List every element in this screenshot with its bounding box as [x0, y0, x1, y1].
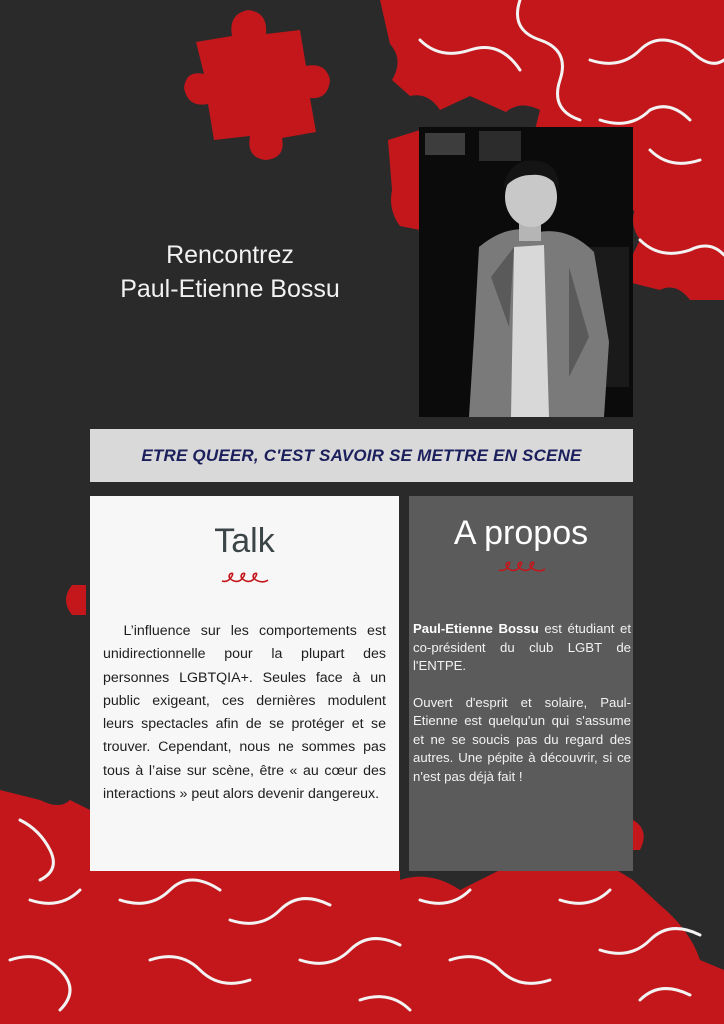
- squiggle-icon: [497, 560, 547, 574]
- about-paragraph-1: Paul-Etienne Bossu est étudiant et co-président du club LGBT de l'ENTPE.: [413, 621, 631, 673]
- banner-text: ETRE QUEER, C'EST SAVOIR SE METTRE EN SCENE: [141, 445, 582, 465]
- about-body: [413, 620, 631, 804]
- talk-body: L’influence sur les comportements est unidirectionnelle pour la plupart des personnes LGBTQIA+. Seules face à un public exigeant, ces dernières modulent leurs spectacles afin de se protéger et se trouver. Cependant, nous ne sommes pas tous à l’aise sur scène, être « au cœur des interactions » peut alors devenir dangereux.: [103, 623, 386, 803]
- about-heading: A propos: [453, 514, 589, 552]
- headline-banner: [90, 429, 633, 482]
- squiggle-icon: [220, 571, 270, 585]
- about-card: [409, 496, 633, 871]
- about-paragraph-2: Ouvert d'esprit et solaire, Paul-Etienne est quelqu'un qui s'assume et ne se soucis pas du regard des autres. Une pépite à découvrir, si ce n'est pas déjà fait !: [413, 694, 631, 784]
- title-line-1: Rencontrez: [166, 241, 294, 269]
- page-title: [90, 238, 370, 306]
- title-line-2: Paul-Etienne Bossu: [120, 275, 340, 303]
- about-name: Paul-Etienne Bossu: [413, 621, 539, 636]
- talk-card: [90, 496, 399, 871]
- portrait-photo: [419, 127, 633, 417]
- talk-heading: Talk: [214, 522, 275, 560]
